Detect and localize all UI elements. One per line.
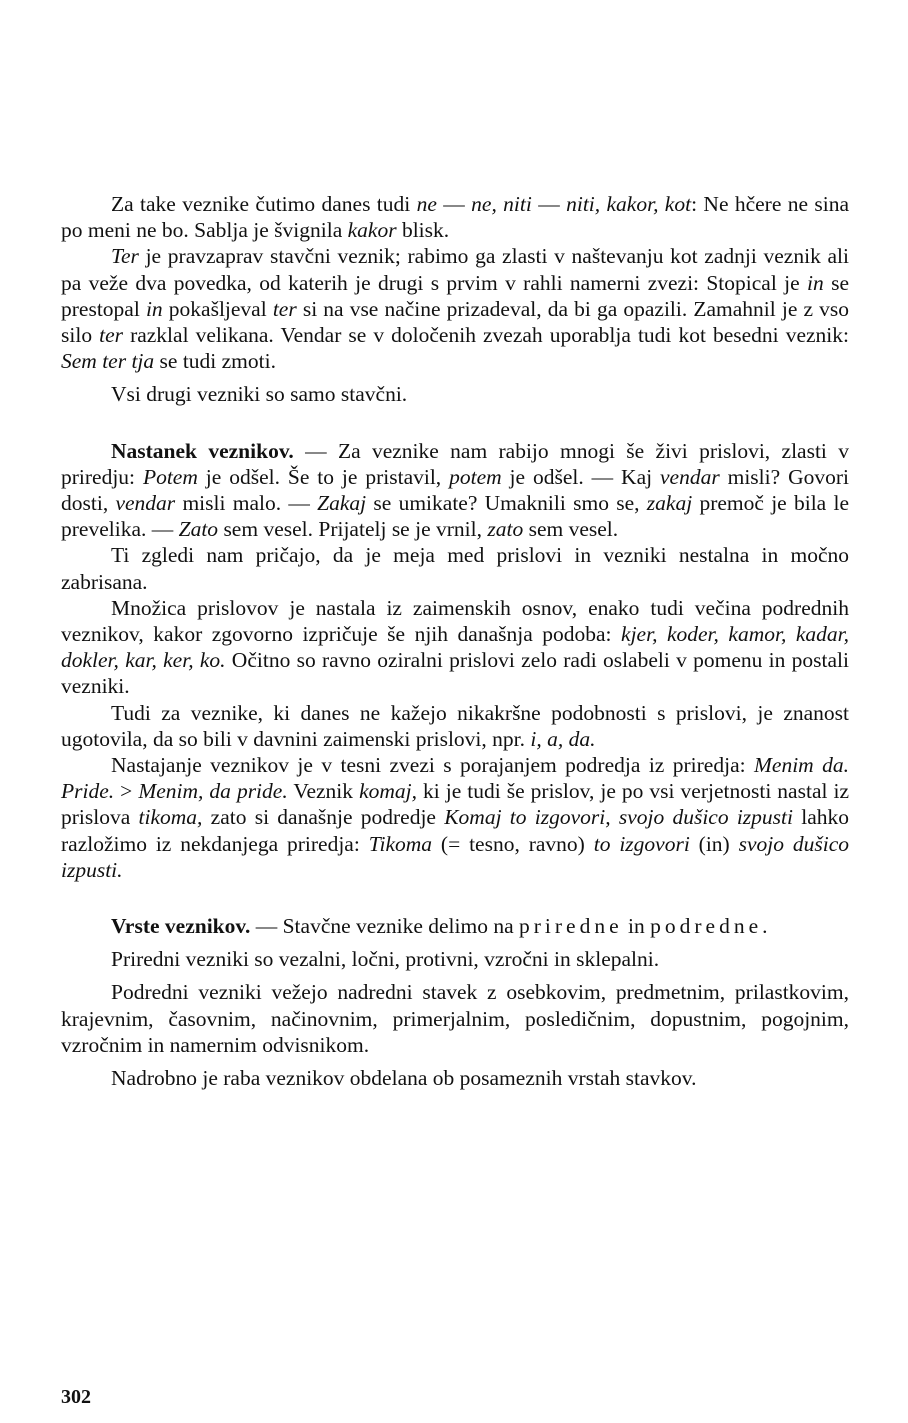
paragraph-2-run-1: je pravzaprav stavčni veznik; rabimo ga zlasti v naštevanju kot zadnji veznik ali pa veže dva povedka, od katerih je drugi s prvim v rahli namerni zvezi: Stopical je: [61, 244, 849, 295]
paragraph-11: [61, 979, 849, 1058]
paragraph-8: [61, 752, 849, 883]
paragraph-1-run-6: : Ne hčere ne sina po meni ne bo. Sablja je švignila: [61, 192, 850, 243]
paragraph-9-run-3: in: [622, 914, 651, 939]
paragraph-1-run-3: ne, niti: [471, 192, 532, 216]
paragraph-4-run-7: misli? Govori dosti,: [61, 464, 849, 516]
paragraph-6: [61, 595, 849, 700]
paragraph-4-run-6: vendar: [660, 464, 720, 489]
paragraph-8-run-15: svojo dušico izpusti.: [61, 831, 850, 882]
paragraph-4-run-0: Nastanek veznikov.: [111, 438, 294, 463]
paragraph-9-run-0: Vrste veznikov.: [111, 914, 251, 939]
paragraph-2-run-10: Sem ter tja: [61, 349, 155, 374]
paragraph-2-run-7: si na vse načine prizadeval, da bi ga opazili. Zamahnil je z vso silo: [61, 296, 850, 348]
paragraph-2-run-8: ter: [99, 323, 124, 348]
paragraph-8-run-2: >: [114, 779, 139, 804]
paragraph-6-run-2: Očitno so ravno oziralni prislovi zelo radi oslabeli v pomenu in postali vezniki.: [61, 648, 850, 699]
paragraph-12: [61, 1065, 849, 1091]
paragraph-9-run-1: — Stavčne veznike delimo na: [250, 914, 520, 939]
paragraph-4-run-5: je odšel. — Kaj: [501, 464, 660, 489]
paragraph-2-run-6: ter: [272, 296, 297, 321]
paragraph-8-run-1: Menim da. Pride.: [61, 753, 849, 804]
paragraph-8-run-5: komaj,: [359, 779, 417, 804]
paragraph-1-run-7: kakor: [347, 218, 397, 243]
paragraph-4-run-17: sem vesel.: [523, 517, 619, 542]
paragraph-8-run-13: to izgovori: [593, 831, 690, 856]
paragraph-11-run-0: Podredni vezniki vežejo nadredni stavek z osebkovim, predmetnim, prilastkovim, krajevnim, časovnim, načinovnim, primerjalnim, posledičnim, dopustnim, pogojnim, vzročnim in namernim odvisnikom.: [61, 980, 849, 1057]
paragraph-2-run-3: se prestopal: [61, 270, 849, 321]
paragraph-8-run-11: Tikoma: [368, 831, 433, 856]
paragraph-8-run-6: ki je tudi še prislov, je po vsi verjetnosti nastal iz prislova: [61, 779, 849, 830]
page-body: [61, 191, 849, 1091]
paragraph-12-run-0: Nadrobno je raba veznikov obdelana ob posameznih vrstah stavkov.: [111, 1066, 697, 1091]
paragraph-8-run-10: lahko razložimo iz nekdanjega priredja:: [61, 805, 849, 856]
page-number: 302: [61, 1386, 91, 1408]
paragraph-3-run-0: Vsi drugi vezniki so samo stavčni.: [111, 382, 408, 407]
paragraph-4: [61, 438, 849, 543]
paragraph-1-run-8: blisk.: [396, 218, 450, 243]
paragraph-7: [61, 700, 849, 752]
paragraph-8-run-3: Menim, da pride.: [138, 779, 288, 804]
paragraph-4-run-16: zato: [487, 517, 524, 542]
paragraph-1-run-4: —: [531, 192, 567, 216]
paragraph-4-run-1: — Za veznike nam rabijo mnogi še živi prislovi, zlasti v priredju:: [61, 438, 849, 489]
paragraph-9-run-2: priredne: [519, 914, 623, 939]
paragraph-7-run-1: i, a, da.: [530, 726, 596, 751]
paragraph-4-run-10: Zakaj: [317, 491, 367, 516]
paragraph-10: [61, 946, 849, 972]
paragraph-2-run-4: in: [145, 296, 163, 321]
paragraph-2-run-11: se tudi zmoti.: [154, 349, 276, 374]
paragraph-5: [61, 542, 849, 594]
paragraph-4-run-2: Potem: [142, 464, 198, 489]
paragraph-4-run-4: potem: [449, 464, 502, 489]
paragraph-2-run-5: pokašljeval: [162, 296, 273, 321]
paragraph-4-run-11: se umikate? Umaknili smo se,: [366, 491, 647, 516]
paragraph-2-run-2: in: [807, 270, 824, 295]
paragraph-9-run-4: podredne: [650, 914, 763, 939]
paragraph-4-run-13: premoč je bila le prevelika. —: [61, 491, 850, 542]
paragraph-2-run-0: Ter: [111, 244, 139, 269]
paragraph-8-run-4: Veznik: [287, 779, 360, 804]
paragraph-1: [61, 191, 849, 243]
paragraph-4-run-15: sem vesel. Prijatelj se je vrnil,: [218, 517, 488, 542]
paragraph-6-run-1: kjer, koder, kamor, kadar, dokler, kar, ker, ko.: [61, 622, 849, 673]
paragraph-1-run-2: —: [436, 192, 472, 216]
paragraph-8-run-8: zato si današnje podredje: [202, 805, 445, 830]
paragraph-2: [61, 243, 849, 374]
paragraph-9-run-5: .: [762, 914, 768, 939]
paragraph-4-run-14: Zato: [178, 517, 219, 542]
paragraph-5-run-0: Ti zgledi nam pričajo, da je meja med prislovi in vezniki nestalna in močno zabrisana.: [61, 543, 849, 594]
paragraph-1-run-0: Za take veznike čutimo danes tudi: [111, 192, 417, 216]
paragraph-1-run-1: ne: [416, 192, 437, 216]
paragraph-4-run-9: misli malo. —: [175, 491, 318, 516]
paragraph-7-run-0: Tudi za veznike, ki danes ne kažejo nikakršne podobnosti s prislovi, je znanost ugotovila, da so bili v davnini zaimenski prislovi, npr.: [61, 700, 849, 751]
paragraph-4-run-8: vendar: [115, 491, 176, 516]
paragraph-4-run-3: je odšel. Še to je pristavil,: [197, 464, 450, 489]
paragraph-8-run-14: (in): [689, 831, 739, 856]
paragraph-8-run-0: Nastajanje veznikov je v tesni zvezi s porajanjem podredja iz priredja:: [111, 753, 754, 778]
paragraph-10-run-0: Priredni vezniki so vezalni, ločni, protivni, vzročni in sklepalni.: [111, 947, 660, 972]
paragraph-4-run-12: zakaj: [646, 491, 693, 516]
paragraph-8-run-7: tikoma,: [138, 805, 203, 830]
paragraph-9: [61, 913, 849, 939]
paragraph-2-run-9: razklal velikana. Vendar se v določenih zvezah uporablja tudi kot besedni veznik:: [123, 323, 849, 348]
paragraph-8-run-12: (= tesno, ravno): [432, 831, 594, 856]
paragraph-6-run-0: Množica prislovov je nastala iz zaimenskih osnov, enako tudi večina podrednih veznikov, kakor zgovorno izpričuje še njih današnja podoba:: [61, 595, 849, 647]
paragraph-1-run-5: niti, kakor, kot: [566, 192, 692, 216]
paragraph-8-run-9: Komaj to izgovori, svojo dušico izpusti: [444, 805, 793, 830]
paragraph-3: [61, 381, 849, 407]
